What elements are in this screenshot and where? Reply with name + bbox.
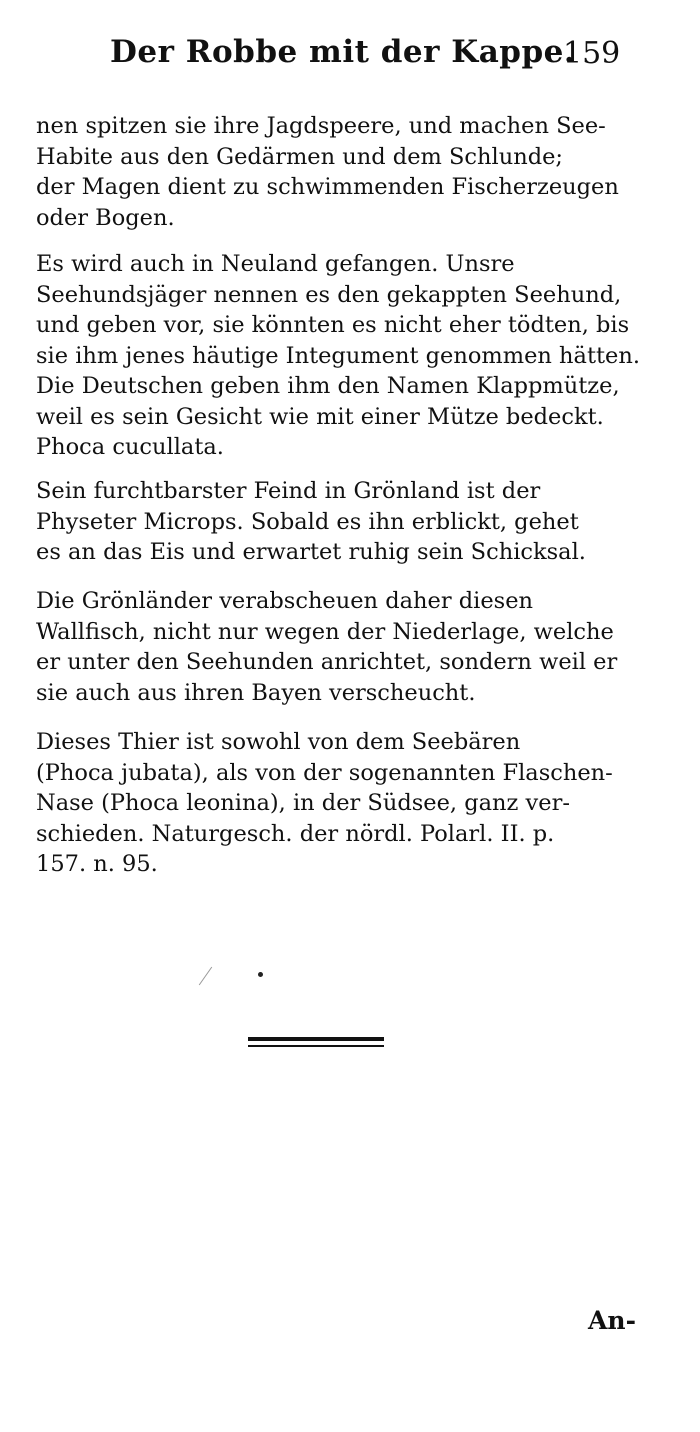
text-line: Seehundsjäger nennen es den gekappten Seehund, [36, 281, 622, 308]
text-line: Phoca cucullata. [36, 434, 224, 460]
page-number: 159 [563, 36, 621, 71]
paragraph-1 [36, 111, 658, 233]
text-line: Dieses Thier ist sowohl von dem Seebären [36, 729, 521, 755]
text-line: Wallfisch, nicht nur wegen der Niederlage, welche [36, 618, 614, 645]
text-line: Die Deutschen geben ihm den Namen Klappmütze, [36, 373, 620, 399]
section-divider-thick [248, 1037, 384, 1041]
text-line: weil es sein Gesicht wie mit einer Mütze bedeckt. [36, 403, 604, 430]
text-line: nen spitzen sie ihre Jagdspeere, und machen See- [36, 113, 606, 139]
text-line: Sein furchtbarster Feind in Grönland ist der [36, 478, 541, 504]
text-line: es an das Eis und erwartet ruhig sein Schicksal. [36, 539, 586, 565]
text-line: sie ihm jenes häutige Integument genommen hätten. [36, 342, 640, 369]
text-line: der Magen dient zu schwimmenden Fischerzeugen [36, 174, 619, 200]
text-line: er unter den Seehunden anrichtet, sondern weil er [36, 649, 618, 675]
text-line: schieden. Naturgesch. der nördl. Polarl. II. p. [36, 820, 555, 847]
text-line: Die Grönländer verabscheuen daher diesen [36, 588, 533, 614]
paragraph-4 [36, 586, 658, 708]
paragraph-5 [36, 727, 658, 880]
catchword: An- [588, 1306, 636, 1335]
paragraph-3 [36, 476, 658, 568]
text-line: sie auch aus ihren Bayen verscheucht. [36, 679, 476, 706]
paper-scratch [199, 967, 212, 986]
paragraph-2 [36, 249, 658, 463]
section-divider-thin [248, 1045, 384, 1047]
text-line: Nase (Phoca leonina), in der Südsee, ganz ver- [36, 790, 570, 816]
ink-speck [258, 972, 263, 977]
text-line: oder Bogen. [36, 204, 175, 231]
running-head: Der Robbe mit der Kappe. [110, 34, 576, 70]
text-line: Es wird auch in Neuland gefangen. Unsre [36, 251, 515, 277]
text-line: und geben vor, sie könnten es nicht eher tödten, bis [36, 312, 630, 338]
text-line: Physeter Microps. Sobald es ihn erblickt, gehet [36, 508, 579, 535]
text-line: (Phoca jubata), als von der sogenannten Flaschen- [36, 759, 613, 786]
text-line: 157. n. 95. [36, 851, 158, 877]
text-line: Habite aus den Gedärmen und dem Schlunde; [36, 143, 563, 170]
